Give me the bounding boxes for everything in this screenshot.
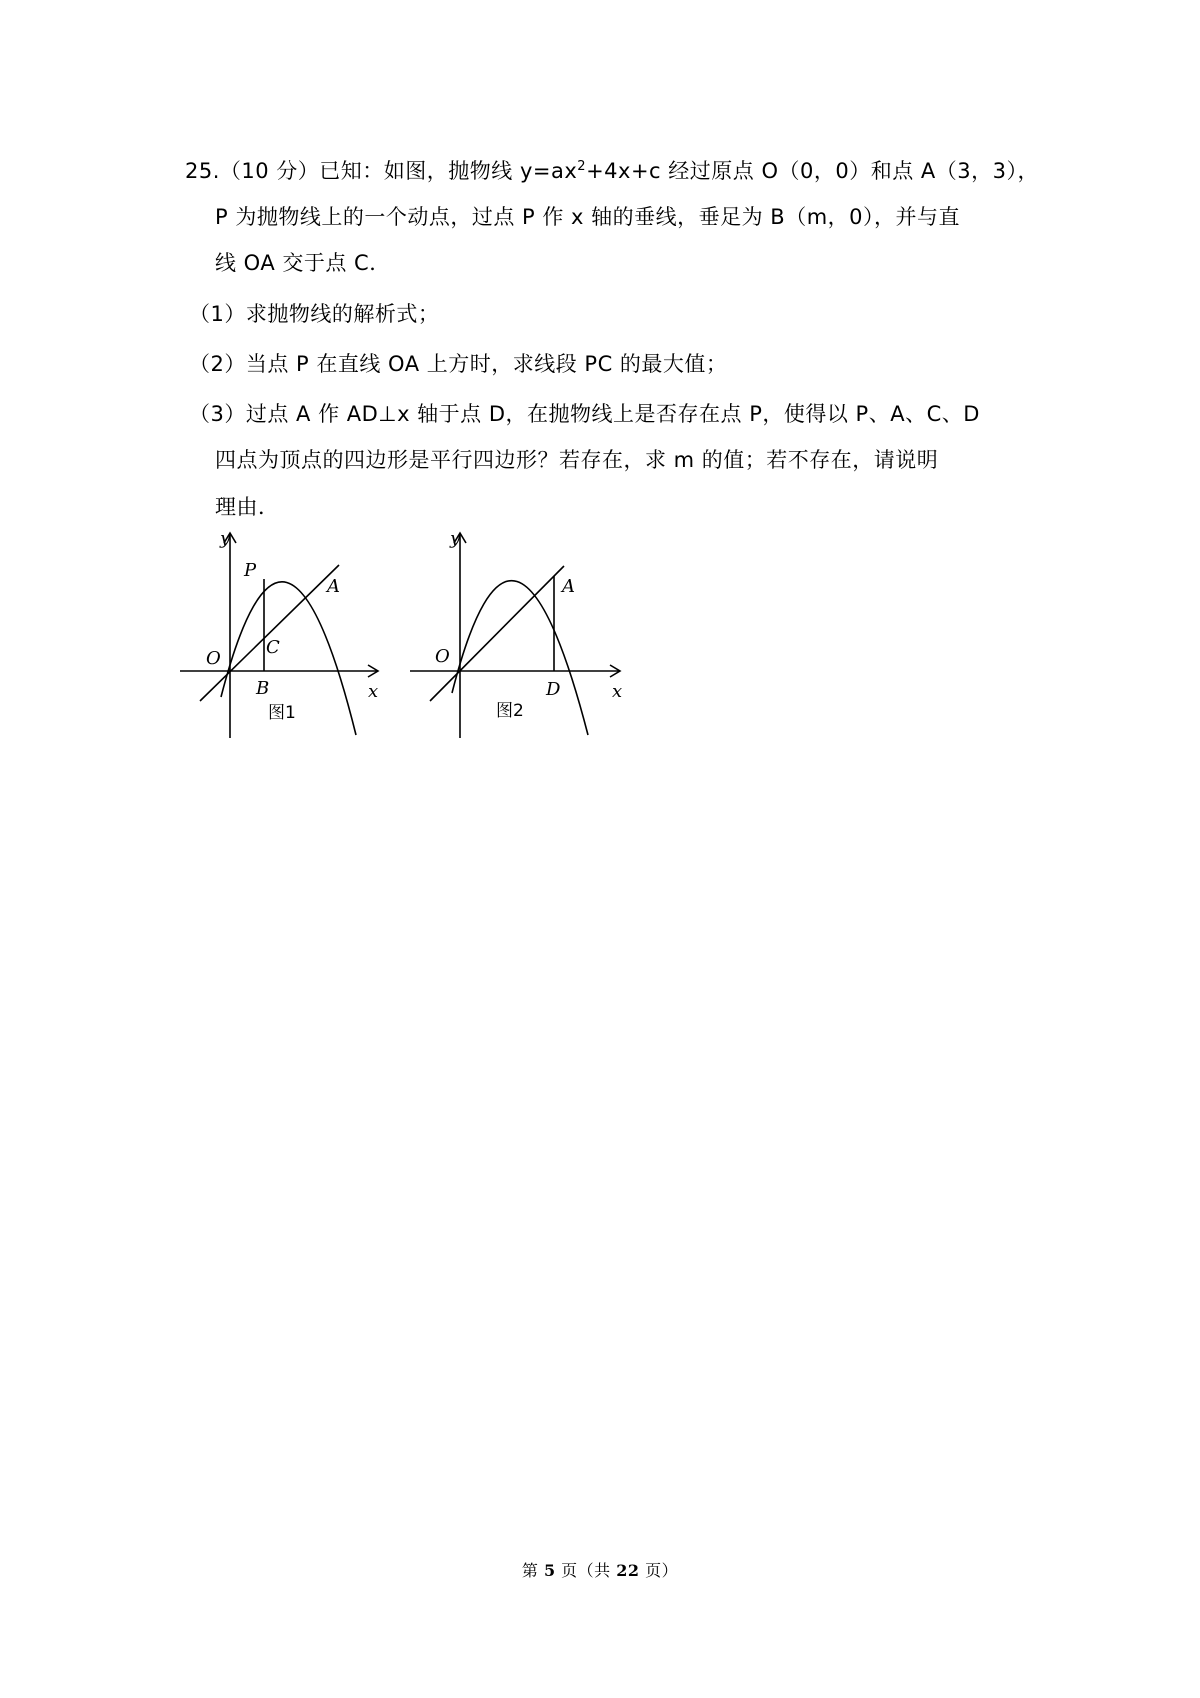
figure-2-caption: 图2	[496, 701, 524, 721]
question-stem-line-2: P 为抛物线上的一个动点，过点 P 作 x 轴的垂线，垂足为 B（m，0），并与直	[215, 205, 961, 229]
line-oa	[200, 565, 339, 701]
label-y: y	[220, 528, 231, 549]
label-o: O	[206, 648, 221, 669]
label-a: A	[327, 576, 340, 597]
label-c: C	[266, 637, 280, 658]
figure-1-caption: 图1	[268, 703, 296, 723]
label-b: B	[256, 678, 270, 699]
question-stem-line-1	[185, 156, 1039, 186]
sub-question-2: （2）当点 P 在直线 OA 上方时，求线段 PC 的最大值；	[189, 352, 728, 376]
sub-question-3-line-2: 四点为顶点的四边形是平行四边形？若存在，求 m 的值；若不存在，请说明	[215, 448, 939, 472]
footer-total-pages: 22	[616, 1561, 640, 1580]
figure-1-diagram	[178, 525, 388, 740]
label-y: y	[450, 528, 461, 549]
footer-prefix: 第	[521, 1561, 544, 1580]
page-footer	[0, 1558, 1200, 1581]
label-x: x	[612, 681, 623, 702]
question-stem-line-3: 线 OA 交于点 C．	[215, 251, 391, 275]
figure-2-diagram	[408, 525, 633, 740]
label-o: O	[435, 646, 450, 667]
label-a: A	[562, 576, 575, 597]
figure-1	[178, 525, 388, 740]
label-p: P	[244, 560, 257, 581]
figure-2	[408, 525, 633, 740]
footer-page-number: 5	[543, 1561, 556, 1580]
stem-text-after-exponent: +4x+c 经过原点 O（0，0）和点 A（3，3），	[586, 159, 1039, 183]
label-x: x	[368, 681, 379, 702]
exponent: 2	[577, 159, 587, 174]
footer-suffix: 页）	[639, 1561, 679, 1580]
sub-question-1: （1）求抛物线的解析式；	[189, 302, 440, 326]
stem-text-before-exponent: 25.（10 分）已知：如图，抛物线 y=ax	[185, 159, 578, 183]
footer-middle: 页（共	[555, 1561, 617, 1580]
sub-question-3-line-1: （3）过点 A 作 AD⊥x 轴于点 D，在抛物线上是否存在点 P，使得以 P、A、C、D	[189, 402, 980, 426]
sub-question-3-line-3: 理由．	[215, 495, 280, 519]
label-d: D	[546, 679, 561, 700]
